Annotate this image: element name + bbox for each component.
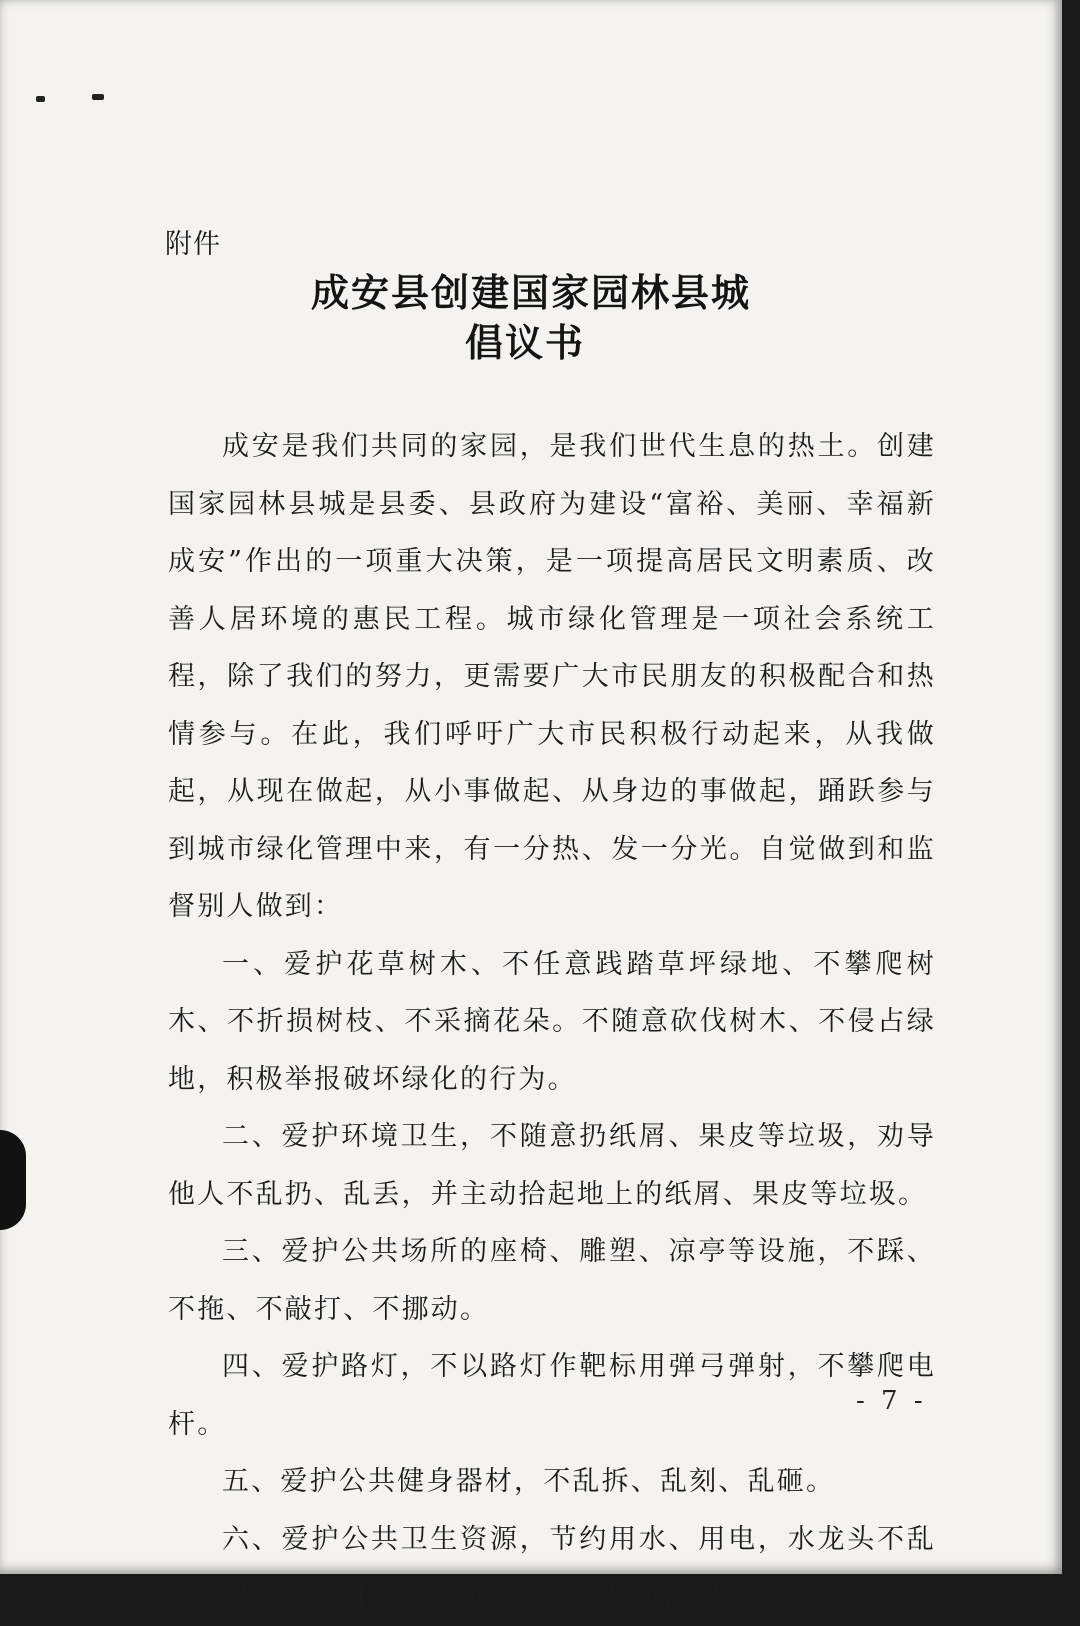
intro-paragraph: 成安是我们共同的家园，是我们世代生息的热土。创建国家园林县城是县委、县政府为建设“富裕、美丽、幸福新成安”作出的一项重大决策，是一项提高居民文明素质、改善人居环境的惠民工程。城市绿化管理是一项社会系统工程，除了我们的努力，更需要广大市民朋友的积极配合和热情参与。在此，我们呼吁广大市民积极行动起来，从我做起，从现在做起，从小事做起、从身边的事做起，踊跃参与到城市绿化管理中来，有一分热、发一分光。自觉做到和监督别人做到： bbox=[168, 431, 936, 922]
document-body bbox=[168, 418, 936, 1626]
annex-label: 附件 bbox=[165, 229, 221, 260]
page-number: - 7 - bbox=[856, 1386, 927, 1416]
scan-speck bbox=[36, 96, 45, 102]
item-paragraph-2: 二、爱护环境卫生，不随意扔纸屑、果皮等垃圾，劝导他人不乱扔、乱丢，并主动拾起地上的纸屑、果皮等垃圾。 bbox=[168, 1121, 936, 1210]
scan-speck bbox=[92, 94, 104, 100]
item-paragraph-5: 五、爱护公共健身器材，不乱拆、乱刻、乱砸。 bbox=[222, 1466, 836, 1497]
item-paragraph-6: 六、爱护公共卫生资源，节约用水、用电，水龙头不乱拧乱拽，电源开关不乱拆卸，垃圾桶不乱踢乱推。 bbox=[168, 1523, 936, 1612]
item-paragraph-4: 四、爱护路灯，不以路灯作靶标用弹弓弹射，不攀爬电杆。 bbox=[168, 1351, 936, 1440]
document-title-line2: 倡议书 bbox=[464, 321, 585, 365]
item-paragraph-1: 一、爱护花草树木、不任意践踏草坪绿地、不攀爬树木、不折损树枝、不采摘花朵。不随意砍伐树木、不侵占绿地，积极举报破坏绿化的行为。 bbox=[168, 948, 936, 1095]
item-paragraph-3: 三、爱护公共场所的座椅、雕塑、凉亭等设施，不踩、不拖、不敲打、不挪动。 bbox=[168, 1236, 936, 1325]
binding-shadow bbox=[0, 1130, 26, 1230]
document-title-line1: 成安县创建国家园林县城 bbox=[310, 271, 751, 315]
